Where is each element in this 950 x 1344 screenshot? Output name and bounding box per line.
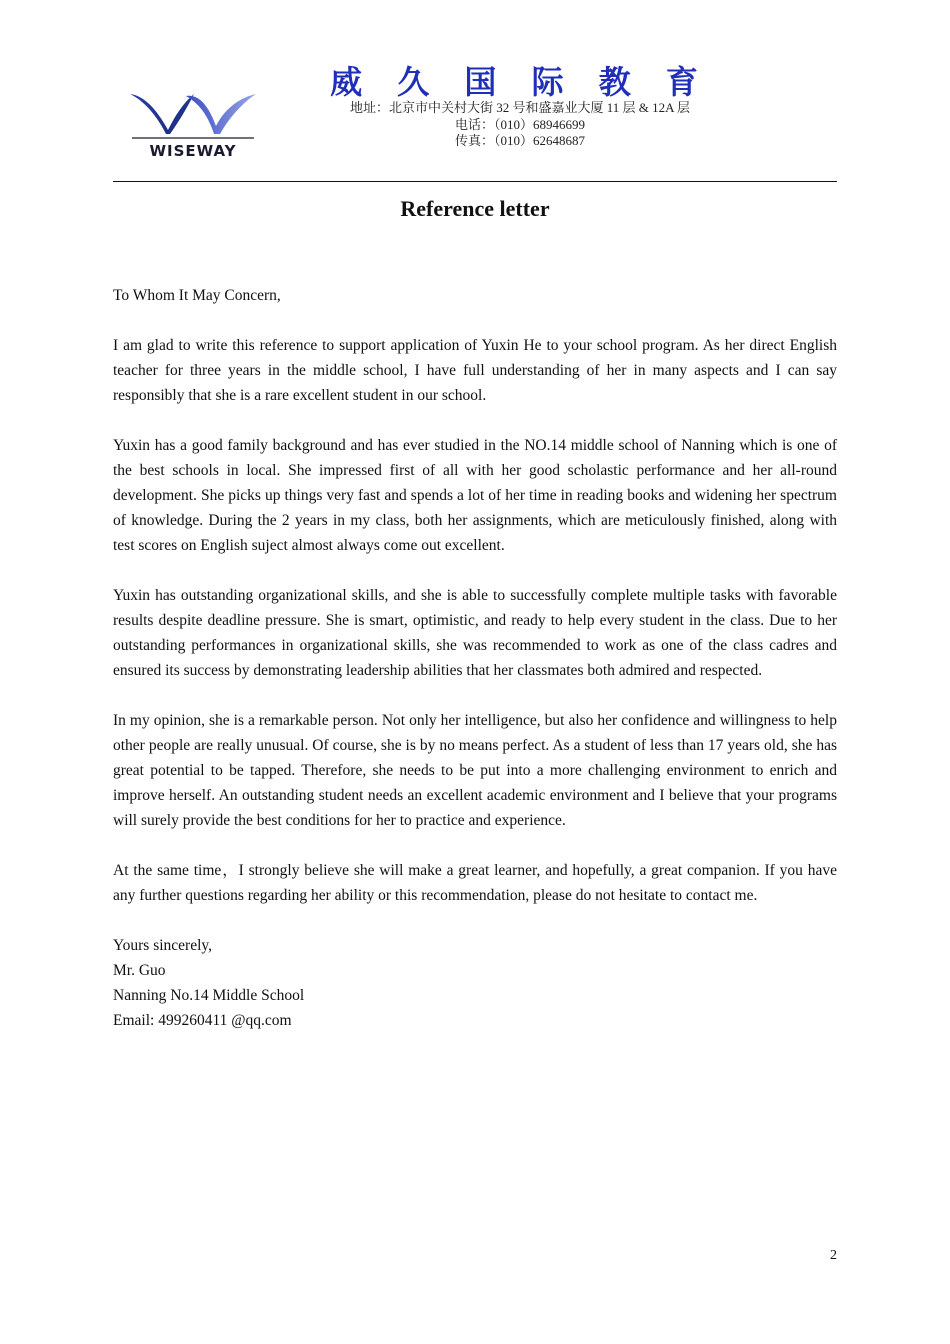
wiseway-logo [128,90,258,162]
signer-name: Mr. Guo [113,962,166,979]
organization-address: 地址：北京市中关村大街 32 号和盛嘉业大厦 11 层 & 12A 层 [349,100,691,115]
signer-email: Email: 499260411 @qq.com [113,1012,292,1029]
salutation: To Whom It May Concern, [113,287,281,304]
header-divider [113,181,837,182]
page-number: 2 [830,1248,837,1263]
paragraph-5: At the same time，I strongly believe she will make a great learner, and hopefully, a great companion. If you have any further questions regarding her ability or this recommendation, please do not hesitate to contact me. [113,862,837,904]
document-title: Reference letter [400,196,550,221]
paragraph-4: In my opinion, she is a remarkable person. Not only her intelligence, but also her confidence and willingness to help other people are really unusual. Of course, she is by no means perfect. As a student of less than 17 years old, she has great potential to be tapped. Therefore, she needs to be put into a more challenging environment to enrich and improve herself. An outstanding student needs an excellent academic environment and I believe that your programs will surely provide the best conditions for her to practice and experience. [113,712,837,829]
paragraph-1: I am glad to write this reference to support application of Yuxin He to your school program. As her direct English teacher for three years in the middle school, I have full understanding of her in many aspects and I can say responsibly that she is a rare excellent student in our school. [113,337,837,404]
letter-body [113,283,837,1033]
paragraph-2: Yuxin has a good family background and has ever studied in the NO.14 middle school of Nanning which is one of the best schools in local. She impressed first of all with her good scholastic performance and her all-round development. She picks up things very fast and spends a lot of her time in reading books and widening her spectrum of knowledge. During the 2 years in my class, both her assignments, which are meticulously finished, along with test scores on English suject almost always come out excellent. [113,437,837,554]
signer-school: Nanning No.14 Middle School [113,987,305,1004]
logo-wordmark: WISEWAY [149,142,237,160]
organization-fax: 传真：（010）62648687 [454,133,585,148]
organization-name: 威 久 国 际 教 育 [330,63,710,101]
closing: Yours sincerely, [113,937,213,954]
paragraph-3: Yuxin has outstanding organizational skills, and she is able to successfully complete multiple tasks with favorable results despite deadline pressure. She is smart, optimistic, and ready to help every student in the class. Due to her outstanding performances in organizational skills, she was recommended to work as one of the class cadres and ensured its success by demonstrating leadership abilities that her classmates both admired and respected. [113,587,837,679]
organization-phone: 电话：（010）68946699 [454,117,585,132]
wiseway-logo-mark [128,90,258,140]
